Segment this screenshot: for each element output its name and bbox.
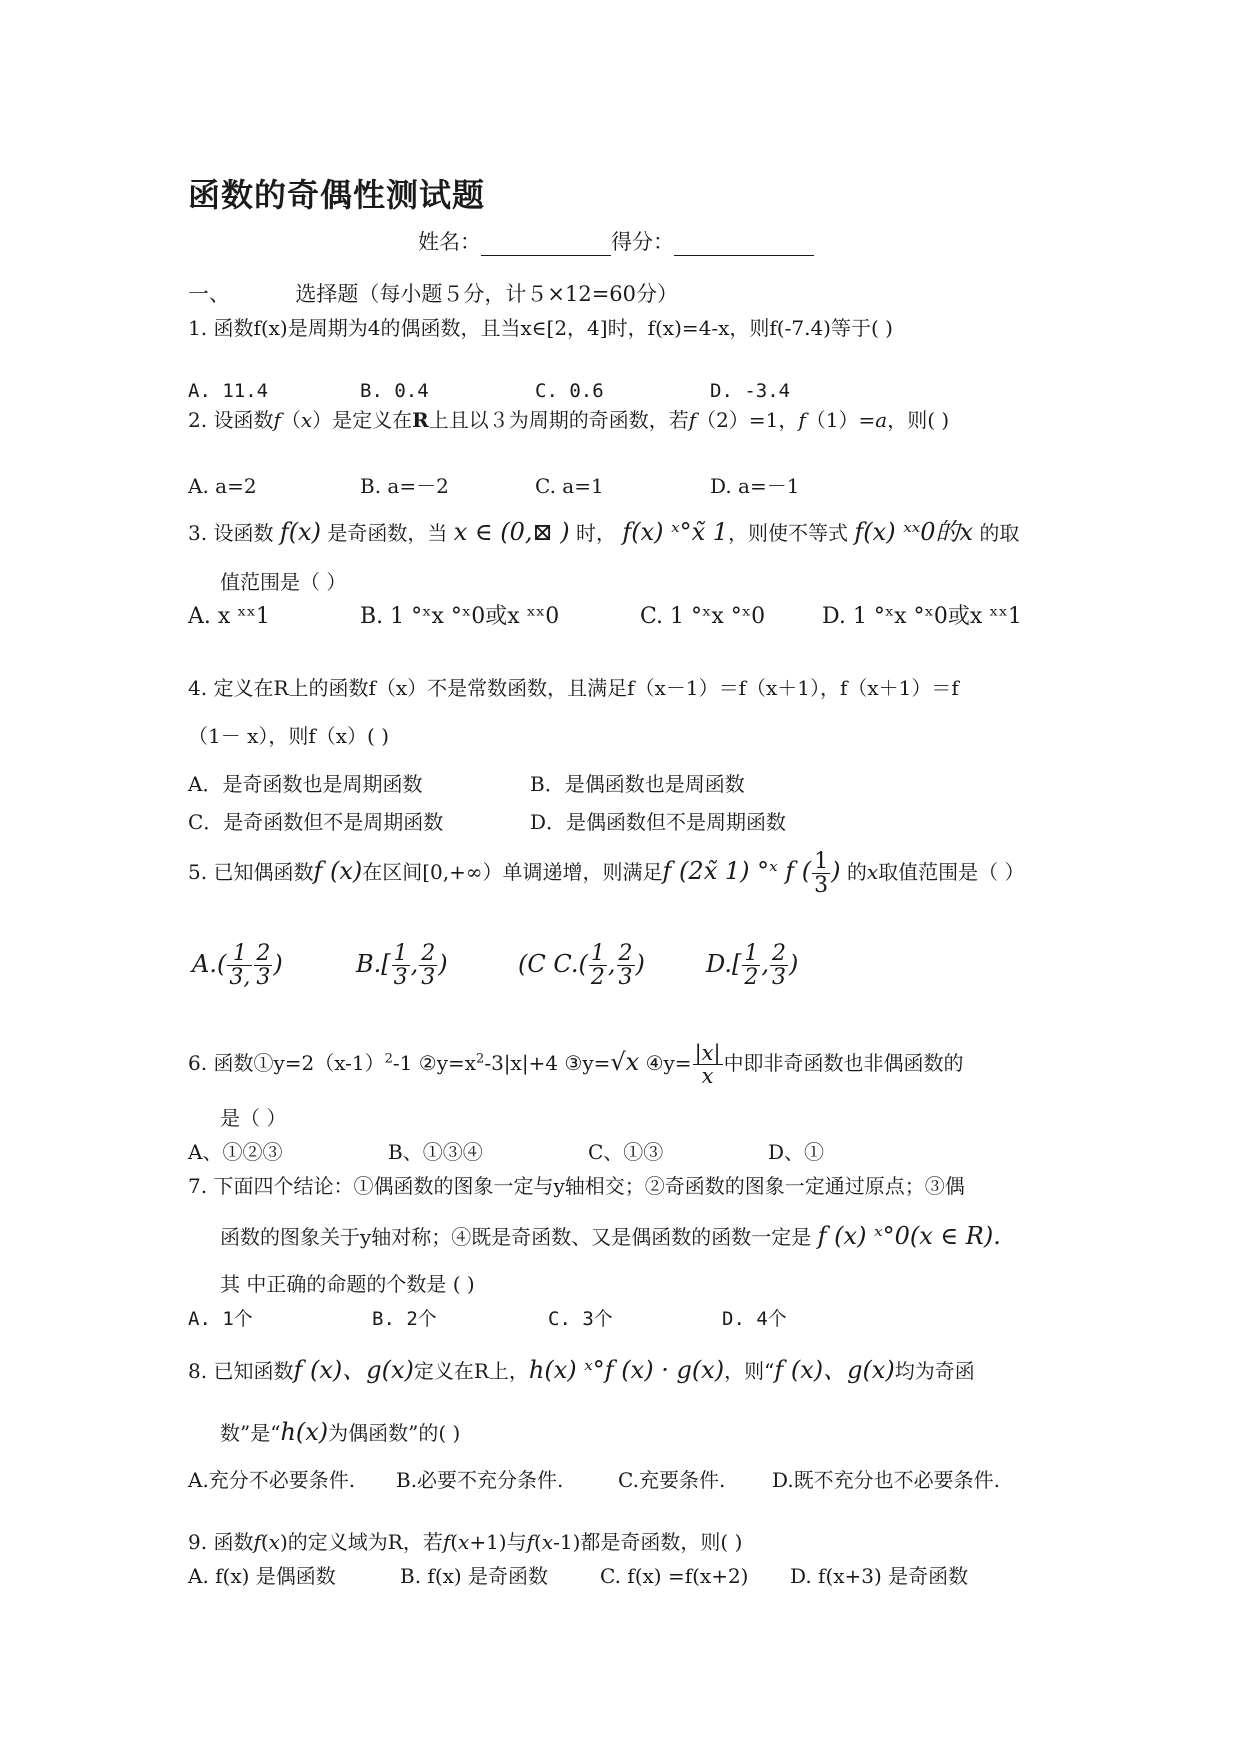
- q9-x2: x: [458, 1530, 470, 1554]
- question-8-option-d[interactable]: D.既不充分也不必要条件.: [772, 1468, 1001, 1492]
- q5d-prefix: D.[: [706, 950, 742, 979]
- q6-frac-num: |x|: [694, 1041, 721, 1065]
- q2-text-e: （1）=: [805, 408, 876, 432]
- q8-cont-b: 为偶函数”的( ): [328, 1421, 461, 1445]
- name-label: 姓名：: [418, 230, 481, 254]
- q5-frac-den: 3: [814, 873, 829, 899]
- q2-text-b: ）是定义在: [312, 408, 413, 432]
- question-4-stem: 4. 定义在R上的函数f（x）不是常数函数，且满足f（x－1）＝f（x＋1），f（x＋1）＝f: [188, 676, 959, 700]
- name-blank[interactable]: [481, 233, 611, 256]
- q6-text-d: ④y=: [639, 1051, 692, 1076]
- name-score-line: [418, 226, 814, 256]
- question-4-option-b[interactable]: B．是偶函数也是周函数: [530, 772, 745, 796]
- q9-text-b: )的定义域为R，若: [279, 1530, 443, 1554]
- question-5-option-a[interactable]: [192, 942, 283, 989]
- q9-text-c: +1)与: [469, 1530, 527, 1554]
- question-4-option-a[interactable]: A．是奇函数也是周期函数: [188, 772, 423, 796]
- q5d-n2: 2: [772, 941, 787, 966]
- question-8-option-c[interactable]: C.充要条件.: [618, 1468, 726, 1492]
- question-7-stem-cont2: 其 中正确的命题的个数是 ( ): [220, 1272, 475, 1296]
- q2-text-d: （2）=1，: [696, 408, 799, 432]
- question-6-stem-cont: 是（ ）: [220, 1106, 287, 1130]
- question-9-option-c[interactable]: C. f(x) =f(x+2): [600, 1564, 749, 1588]
- q6-text-b: -1 ②y=x: [392, 1051, 477, 1076]
- question-7-option-b[interactable]: B. 2个: [372, 1308, 437, 1330]
- q6-sqrt: √x: [610, 1048, 640, 1077]
- question-8-option-a[interactable]: A.充分不必要条件.: [188, 1468, 356, 1492]
- q2-text-a: 2. 设函数: [188, 408, 274, 432]
- score-label: 得分：: [611, 230, 674, 254]
- question-7-stem-cont: [220, 1222, 1001, 1251]
- question-6-option-d[interactable]: D、①: [768, 1140, 825, 1164]
- q7-cont-text: 函数的图象关于y轴对称；④既是奇函数、又是偶函数的函数一定是: [220, 1225, 812, 1249]
- q7-math: f (x) ˣ°0(x ∈ R).: [817, 1222, 1001, 1250]
- q9-p3: (: [534, 1530, 542, 1554]
- q2-text-f: ，则( ): [887, 408, 950, 432]
- q5c-n2: 2: [618, 941, 633, 966]
- q8-text-d: 均为奇函: [894, 1359, 975, 1383]
- q8-text-c: ，则“: [724, 1359, 775, 1383]
- question-3-stem: [188, 518, 1019, 547]
- q5-fx: f (x): [313, 857, 363, 886]
- question-9-option-b[interactable]: B. f(x) 是奇函数: [400, 1564, 549, 1588]
- q8-cont-hx: h(x): [280, 1418, 329, 1446]
- q9-f1: f: [253, 1530, 261, 1554]
- q5c-n1: 1: [590, 941, 605, 966]
- question-2-stem: [188, 408, 949, 432]
- question-3-option-d[interactable]: D. 1 °ˣx °ˣ0或x ˣˣ1: [822, 604, 1022, 629]
- score-blank[interactable]: [674, 233, 814, 256]
- question-3-stem-cont: 值范围是（ ）: [220, 570, 347, 594]
- q9-p2: (: [450, 1530, 459, 1554]
- q5-x: x: [866, 860, 879, 885]
- page-title: 函数的奇偶性测试题: [188, 176, 486, 214]
- q8-fg: f (x)、g(x): [293, 1356, 414, 1384]
- q2-text-c: 上且以３为周期的奇函数，若: [428, 408, 689, 432]
- q5a-frac1: [227, 942, 252, 989]
- q5d-frac1: [742, 942, 760, 989]
- q5a-frac2: [254, 942, 272, 989]
- q5b-d1: 3: [393, 965, 408, 991]
- question-8-stem-cont: [220, 1418, 460, 1447]
- question-4-option-c[interactable]: C．是奇函数但不是周期函数: [188, 810, 444, 834]
- question-7-option-a[interactable]: A. 1个: [188, 1308, 253, 1330]
- question-7-option-d[interactable]: D. 4个: [722, 1308, 787, 1330]
- q8-hx: h(x) ˣ°f (x) · g(x): [528, 1356, 725, 1384]
- question-5-option-b[interactable]: B.[ $\frac{1}{3}$ , $\frac{2}{3}$ ): [356, 941, 448, 991]
- section-heading: [188, 282, 678, 307]
- q5a-prefix: A.(: [192, 950, 227, 979]
- q5b-n2: 2: [421, 941, 436, 966]
- question-1-option-b[interactable]: B. 0.4: [360, 380, 429, 402]
- q9-f2: f: [442, 1530, 451, 1554]
- q5c-prefix: (C C.(: [518, 950, 588, 979]
- question-7-stem: 7. 下面四个结论：①偶函数的图象一定与y轴相交；②奇函数的图象一定通过原点；③偶: [188, 1174, 965, 1198]
- question-1-option-d[interactable]: D. -3.4: [710, 380, 791, 402]
- question-7-option-c[interactable]: C. 3个: [548, 1308, 613, 1330]
- q5-text-c: 的: [846, 860, 867, 885]
- q8-cont-a: 数”是“: [220, 1421, 281, 1445]
- q5b-frac2: [419, 942, 437, 989]
- question-9-option-d[interactable]: D. f(x+3) 是奇函数: [790, 1564, 969, 1588]
- q5-frac-num: 1: [814, 849, 829, 874]
- q5c-frac2: [617, 942, 635, 989]
- q2-paren-open: （: [280, 408, 301, 432]
- question-4-option-d[interactable]: D．是偶函数但不是周期函数: [530, 810, 787, 834]
- q9-x1: x: [268, 1530, 280, 1554]
- question-6-stem: [188, 1042, 964, 1087]
- q5d-d2: 3: [772, 965, 787, 991]
- q3-fx-def: f(x) ˣ°x̃ 1: [622, 518, 729, 546]
- section-text: 选择题（每小题５分，计５×12=60分）: [295, 282, 679, 306]
- q6-text-a: 6. 函数①y=2（x-1）: [188, 1051, 385, 1076]
- q5d-frac2: [770, 942, 788, 989]
- q5-text-d: 取值范围是（ ）: [878, 860, 1025, 885]
- q9-f3: f: [526, 1530, 535, 1554]
- q9-p1: (: [260, 1530, 269, 1554]
- q8-text-b: 定义在R上，: [413, 1359, 529, 1383]
- q3-text-e: 的取: [979, 521, 1020, 545]
- question-2-option-d[interactable]: D. a=－1: [710, 474, 800, 498]
- question-5-option-d[interactable]: D.[ $\frac{1}{2}$ , $\frac{2}{3}$ ): [706, 941, 799, 991]
- q6-fraction: [693, 1042, 723, 1087]
- q5d-d1: 2: [744, 965, 759, 991]
- q9-text-a: 9. 函数: [188, 1530, 254, 1554]
- question-8-option-b[interactable]: B.必要不充分条件.: [396, 1468, 564, 1492]
- q8-fg2: f (x)、g(x): [774, 1356, 895, 1384]
- question-4-stem-cont: （1－ x），则f（x）( ): [188, 724, 390, 748]
- q5a-d1: 3,: [229, 965, 251, 991]
- question-6-option-b[interactable]: B、①③④: [388, 1140, 483, 1164]
- q5-paren-close: ): [831, 857, 841, 886]
- question-9-option-a[interactable]: A. f(x) 是偶函数: [188, 1564, 336, 1588]
- q2-f2: f: [688, 408, 697, 432]
- question-5-stem: [188, 850, 1025, 897]
- question-6-option-c[interactable]: C、①③: [588, 1140, 664, 1164]
- q5b-n1: 1: [393, 941, 408, 966]
- q3-ineq: f(x) ˣˣ0的x: [854, 518, 974, 546]
- q2-a: a: [875, 408, 888, 432]
- q5a-n1: 1: [227, 942, 252, 966]
- q5-ineq: f (2x̃ 1) °ˣ f (: [662, 857, 812, 886]
- q9-x3: x: [541, 1530, 554, 1554]
- q2-r: R: [412, 408, 429, 432]
- q5b-d2: 3: [421, 965, 436, 991]
- q5a-suffix: ): [273, 950, 283, 979]
- question-1-stem: 1. 函数f(x)是周期为4的偶函数，且当x∈[2，4]时，f(x)=4-x，则f(-7.4)等于( ): [188, 316, 893, 340]
- q5c-d2: 3: [618, 965, 633, 991]
- q5a-d2: 3: [256, 965, 271, 991]
- q3-text-c: 时，: [575, 521, 616, 545]
- q5b-prefix: B.[: [356, 950, 391, 979]
- q6-frac-den: x: [701, 1064, 714, 1089]
- q5b-frac1: [392, 942, 410, 989]
- q5-text-a: 5. 已知偶函数: [188, 860, 314, 885]
- q5d-suffix: ): [789, 950, 799, 979]
- q5c-d1: 2: [590, 965, 605, 991]
- q6-text-c: -3|x|+4 ③y=: [484, 1051, 611, 1076]
- q5c-suffix: ): [635, 950, 645, 979]
- q2-x: x: [300, 408, 313, 432]
- q3-text-a: 3. 设函数: [188, 521, 274, 545]
- q2-f: f: [273, 408, 281, 432]
- question-3-option-b[interactable]: B. 1 °ˣx °ˣ0或x ˣˣ0: [360, 604, 560, 629]
- q3-text-d: ，则使不等式: [728, 521, 849, 545]
- q9-text-d: -1)都是奇函数，则( ): [553, 1530, 743, 1554]
- q5-fraction: [812, 850, 830, 897]
- q3-interval: x ∈ (0,⊠ ): [453, 518, 570, 546]
- q6-sup-1: 2: [384, 1051, 393, 1067]
- q6-text-e: 中即非奇函数也非偶函数的: [723, 1051, 964, 1076]
- question-8-stem: [188, 1356, 975, 1385]
- q5b-suffix: ): [438, 950, 448, 979]
- q5d-n1: 1: [744, 941, 759, 966]
- question-2-option-b[interactable]: B. a=－2: [360, 474, 449, 498]
- question-1-option-a[interactable]: A. 11.4: [188, 380, 269, 402]
- question-1-option-c[interactable]: C. 0.6: [535, 380, 604, 402]
- question-9-stem: [188, 1530, 742, 1554]
- question-3-option-c[interactable]: C. 1 °ˣx °ˣ0: [640, 604, 766, 629]
- q6-sup-2: 2: [476, 1051, 485, 1067]
- section-number: 一、: [188, 282, 230, 306]
- q5-text-b: 在区间[0,+∞）单调递增，则满足: [362, 860, 663, 885]
- question-6-option-a[interactable]: A、①②③: [188, 1140, 283, 1164]
- q3-fx: f(x): [279, 518, 321, 546]
- q5a-n2: 2: [256, 941, 271, 966]
- q5c-frac1: [589, 942, 607, 989]
- question-2-option-a[interactable]: A. a=2: [188, 474, 257, 498]
- q2-f3: f: [798, 408, 806, 432]
- q8-text-a: 8. 已知函数: [188, 1359, 294, 1383]
- question-2-option-c[interactable]: C. a=1: [535, 474, 604, 498]
- question-3-option-a[interactable]: A. x ˣˣ1: [188, 604, 270, 629]
- q3-text-b: 是奇函数，当: [327, 521, 448, 545]
- question-5-option-c[interactable]: (C C.( $\frac{1}{2}$ , $\frac{2}{3}$ ): [518, 941, 645, 991]
